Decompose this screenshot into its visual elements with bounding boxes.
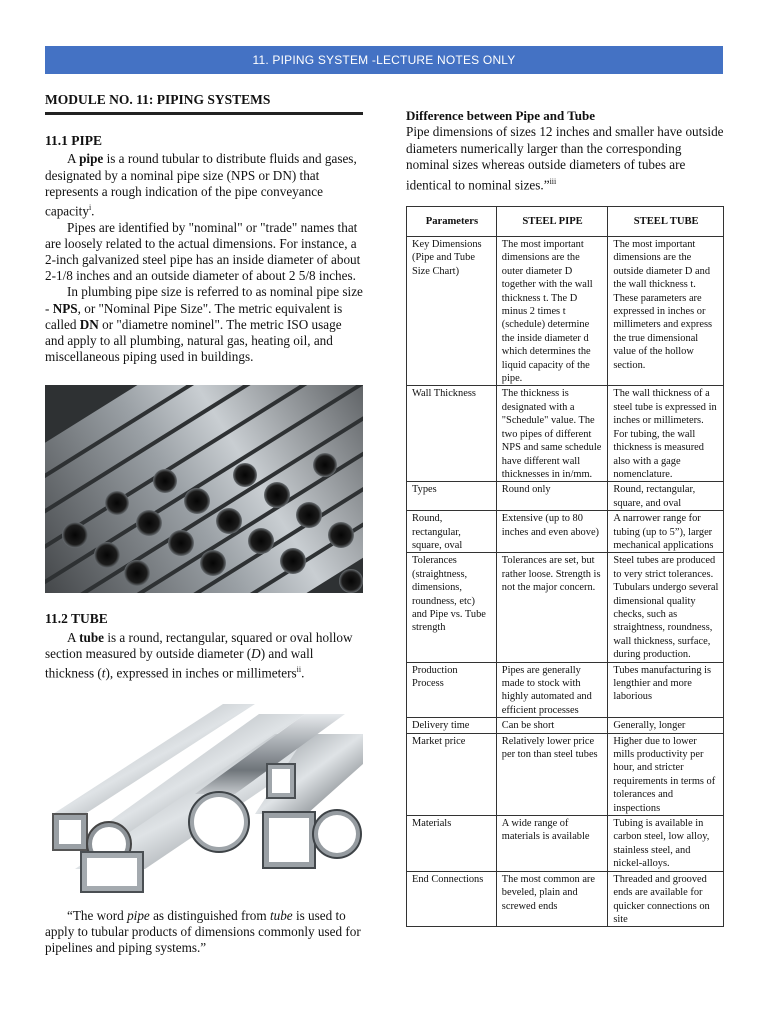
table-cell: Wall Thickness <box>407 386 497 482</box>
pipe-tube-quote: “The word pipe as distinguished from tube is used to apply to tubular products of dimensions commonly used for pipelines and piping systems.” <box>45 907 361 956</box>
table-row <box>407 386 724 482</box>
table-cell: Materials <box>407 816 497 872</box>
table-cell: Round only <box>496 482 608 511</box>
left-column <box>45 92 363 956</box>
table-cell: The most important dimensions are the outer diameter D together with the wall thickness t. The D minus 2 times t (schedule) determine the inside diameter d which determines the liquid capacity of the pipe. <box>496 237 608 386</box>
header-banner: 11. PIPING SYSTEM -LECTURE NOTES ONLY <box>45 46 723 74</box>
right-column-intro <box>406 108 724 193</box>
difference-heading: Difference between Pipe and Tube <box>406 108 595 123</box>
table-cell: The wall thickness of a steel tube is expressed in inches or millimeters. For tubing, the wall thickness is measured also with a gage nomenclature. <box>608 386 724 482</box>
pipe-paragraph-2: Pipes are identified by "nominal" or "trade" names that are loosely related to the actual dimensions. For instance, a 2-inch galvanized steel pipe has an inside diameter of about 2-1/8 inches and an outside diameter of about 2 5/8 inches. <box>45 219 361 284</box>
table-cell: Tubes manufacturing is lengthier and more laborious <box>608 662 724 718</box>
pipe-vs-tube-table <box>406 206 724 927</box>
table-header-cell: Parameters <box>407 207 497 237</box>
table-cell: The thickness is designated with a "Schedule" value. The two pipes of different NPS and same schedule have different wall thicknesses in in/mm. <box>496 386 608 482</box>
table-cell: Production Process <box>407 662 497 718</box>
table-cell: Steel tubes are produced to very strict tolerances. Tubulars undergo several dimensional quality checks, such as straightness, roundness, wall thickness, surface, during production. <box>608 553 724 662</box>
difference-intro: Pipe dimensions of sizes 12 inches and smaller have outside diameters numerically larger than the corresponding nominal sizes whereas outside diameters of tubes are identical to nominal sizes.”$^{iii}$ <box>406 124 724 193</box>
pipe-paragraph-1: A pipe is a round tubular to distribute fluids and gases, designated by a nominal pipe size (NPS or DN) that represents a rough indication of the pipe conveyance capacity$^i$. <box>45 151 357 219</box>
table-cell: A narrower range for tubing (up to 5”), larger mechanical applications <box>608 511 724 553</box>
table-cell: Round, rectangular, square, oval <box>407 511 497 553</box>
table-cell: Delivery time <box>407 718 497 733</box>
table-cell: Generally, longer <box>608 718 724 733</box>
table-cell: Pipes are generally made to stock with highly automated and efficient processes <box>496 662 608 718</box>
table-cell: Relatively lower price per ton than steel tubes <box>496 733 608 815</box>
assorted-tubes-photo <box>45 694 363 894</box>
stacked-pipes-photo <box>45 385 363 593</box>
table-row <box>407 237 724 386</box>
table-cell: Threaded and grooved ends are available for quicker connections on site <box>608 871 724 927</box>
table-row <box>407 871 724 927</box>
table-header-cell: STEEL TUBE <box>608 207 724 237</box>
section-heading-pipe: 11.1 PIPE <box>45 133 103 149</box>
section-heading-tube: 11.2 TUBE <box>45 611 108 627</box>
table-cell: The most important dimensions are the outside diameter D and the wall thickness t. These parameters are expressed in inches or millimeters and express the true dimensional value of the hollow section. <box>608 237 724 386</box>
table-cell: Round, rectangular, square, and oval <box>608 482 724 511</box>
table-cell: Market price <box>407 733 497 815</box>
table-row <box>407 482 724 511</box>
table-cell: Tubing is available in carbon steel, low alloy, stainless steel, and nickel-alloys. <box>608 816 724 872</box>
table-row <box>407 733 724 815</box>
table-row <box>407 662 724 718</box>
table-cell: A wide range of materials is available <box>496 816 608 872</box>
table-header-cell: STEEL PIPE <box>496 207 608 237</box>
table-cell: Key Dimensions (Pipe and Tube Size Chart) <box>407 237 497 386</box>
table-cell: The most common are beveled, plain and screwed ends <box>496 871 608 927</box>
pipe-paragraph-3: In plumbing pipe size is referred to as nominal pipe size - NPS, or "Nominal Pipe Size". The metric equivalent is called DN or "diametre nominel". The metric ISO usage and apply to all plumbing, natural gas, heating oil, and miscellaneous piping used in buildings. <box>45 284 363 365</box>
table-row <box>407 718 724 733</box>
table-cell: Tolerances (straightness, dimensions, roundness, etc) and Pipe vs. Tube strength <box>407 553 497 662</box>
table-row <box>407 511 724 553</box>
table-cell: Extensive (up to 80 inches and even above) <box>496 511 608 553</box>
table-cell: Higher due to lower mills productivity per hour, and stricter requirements in terms of tolerances and inspections <box>608 733 724 815</box>
table-row <box>407 816 724 872</box>
module-title: MODULE NO. 11: PIPING SYSTEMS <box>45 92 363 115</box>
table-header-row <box>407 207 724 237</box>
table-cell: End Connections <box>407 871 497 927</box>
table-row <box>407 553 724 662</box>
table-cell: Tolerances are set, but rather loose. Strength is not the major concern. <box>496 553 608 662</box>
table-cell: Can be short <box>496 718 608 733</box>
table-cell: Types <box>407 482 497 511</box>
tube-paragraph: A tube is a round, rectangular, squared or oval hollow section measured by outside diameter (D) and wall thickness (t), expressed in inches or millimeters$^{ii}$. <box>45 629 353 681</box>
